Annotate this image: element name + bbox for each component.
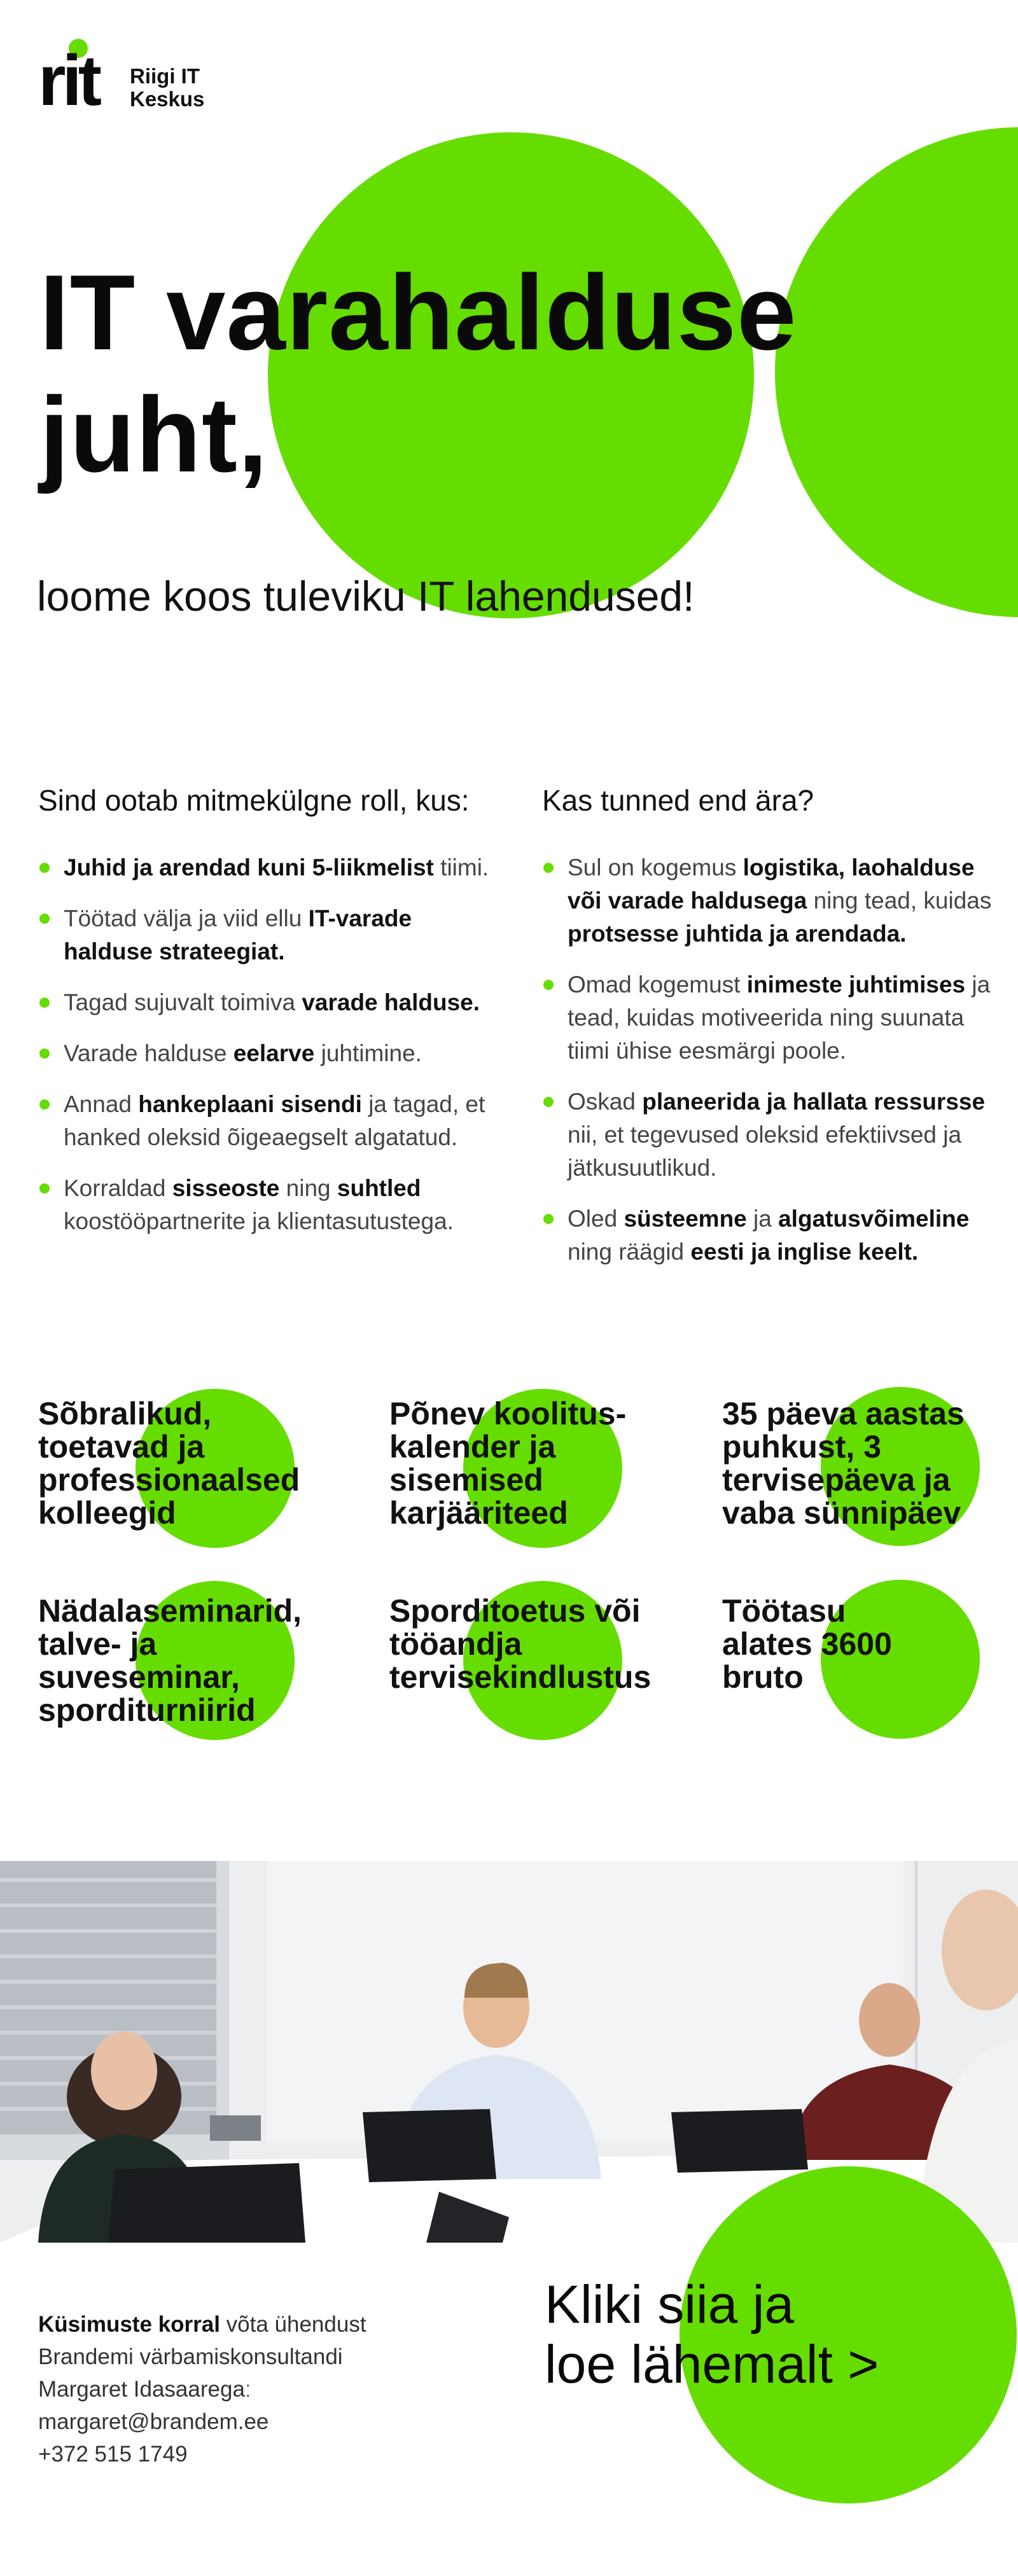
cta-line1[interactable]: Kliki siia ja bbox=[545, 2274, 795, 2334]
profile-heading: Kas tunned end ära? bbox=[542, 784, 814, 817]
title-line1: IT varahalduse bbox=[39, 253, 797, 372]
read-more-link[interactable] bbox=[545, 2274, 879, 2394]
logo-line2: Keskus bbox=[130, 87, 205, 111]
benefit-training: Põnev koolitus- kalender ja sisemised karjääriteed bbox=[389, 1396, 627, 1531]
contact-phone[interactable]: +372 515 1749 bbox=[38, 2442, 188, 2467]
role-column bbox=[38, 783, 503, 1256]
logo-line1: Riigi IT bbox=[130, 64, 200, 88]
list-item: Annad hankeplaani sisendi ja tagad, et hanked oleksid õigeaegselt algatatud. bbox=[38, 1088, 503, 1154]
bullet-icon bbox=[39, 998, 50, 1008]
list-item: Varade halduse eelarve juhtimine. bbox=[38, 1037, 503, 1070]
contact-line3: Margaret Idasaaregaː bbox=[38, 2377, 251, 2402]
bullet-icon bbox=[39, 1183, 50, 1194]
list-item: Korraldad sisseoste ning suhtled koostööpartnerite ja klientasutustega. bbox=[38, 1172, 503, 1238]
contact-email[interactable]: margaret@brandem.ee bbox=[38, 2409, 269, 2434]
role-list bbox=[38, 851, 503, 1238]
contact-block bbox=[38, 2308, 366, 2470]
bullet-icon bbox=[543, 1097, 554, 1107]
role-heading: Sind ootab mitmekülgne roll, kus: bbox=[38, 784, 470, 817]
list-item: Tagad sujuvalt toimiva varade halduse. bbox=[38, 986, 503, 1019]
svg-text:rit: rit bbox=[38, 41, 98, 115]
logo-text bbox=[130, 65, 204, 111]
contact-line2: Brandemi värbamiskonsultandi bbox=[38, 2344, 343, 2369]
list-item: Oled süsteemne ja algatusvõimeline ning räägid eesti ja inglise keelt. bbox=[542, 1202, 1007, 1269]
benefit-seminars: Nädalaseminarid, talve- ja suveseminar, sporditurniirid bbox=[38, 1593, 302, 1728]
benefit-sports: Sporditoetus või tööandja tervisekindlustus bbox=[389, 1593, 652, 1695]
bullet-icon bbox=[543, 1214, 554, 1224]
cta-line2[interactable]: loe lähemalt > bbox=[545, 2334, 879, 2394]
rit-logo-icon bbox=[38, 38, 121, 115]
bullet-icon bbox=[543, 980, 554, 990]
hero-subtitle: loome koos tuleviku IT lahendused! bbox=[37, 573, 695, 620]
list-item: Oskad planeerida ja hallata ressursse nii, et tegevused oleksid efektiivsed ja jätkusuutlikud. bbox=[542, 1085, 1007, 1185]
bullet-icon bbox=[39, 863, 50, 873]
benefit-salary: Töötasu alates 3600 bruto bbox=[722, 1593, 892, 1695]
bullet-icon bbox=[39, 1048, 50, 1059]
bullet-icon bbox=[39, 1099, 50, 1110]
bullet-icon bbox=[39, 914, 50, 924]
benefit-vacation: 35 päeva aastas puhkust, 3 tervisepäeva ja vaba sünnipäev bbox=[722, 1396, 965, 1531]
profile-column bbox=[542, 783, 1007, 1286]
list-item: Töötad välja ja viid ellu IT-varade halduse strateegiat. bbox=[38, 902, 503, 968]
list-item: Sul on kogemus logistika, laohalduse või varade haldusega ning tead, kuidas protsesse juhtida ja arendada. bbox=[542, 851, 1007, 950]
list-item: Juhid ja arendad kuni 5-liikmelist tiimi. bbox=[38, 851, 503, 884]
profile-list bbox=[542, 851, 1007, 1269]
title-line2: juht, bbox=[39, 375, 268, 494]
contact-line1: Küsimuste korral võta ühendust bbox=[38, 2312, 366, 2337]
list-item: Omad kogemust inimeste juhtimises ja tead, kuidas motiveerida ning suunata tiimi ühise eesmärgi poole. bbox=[542, 968, 1007, 1068]
benefit-colleagues: Sõbralikud, toetavad ja professionaalsed kolleegid bbox=[38, 1396, 300, 1531]
page-title bbox=[39, 251, 930, 496]
bullet-icon bbox=[543, 863, 554, 873]
